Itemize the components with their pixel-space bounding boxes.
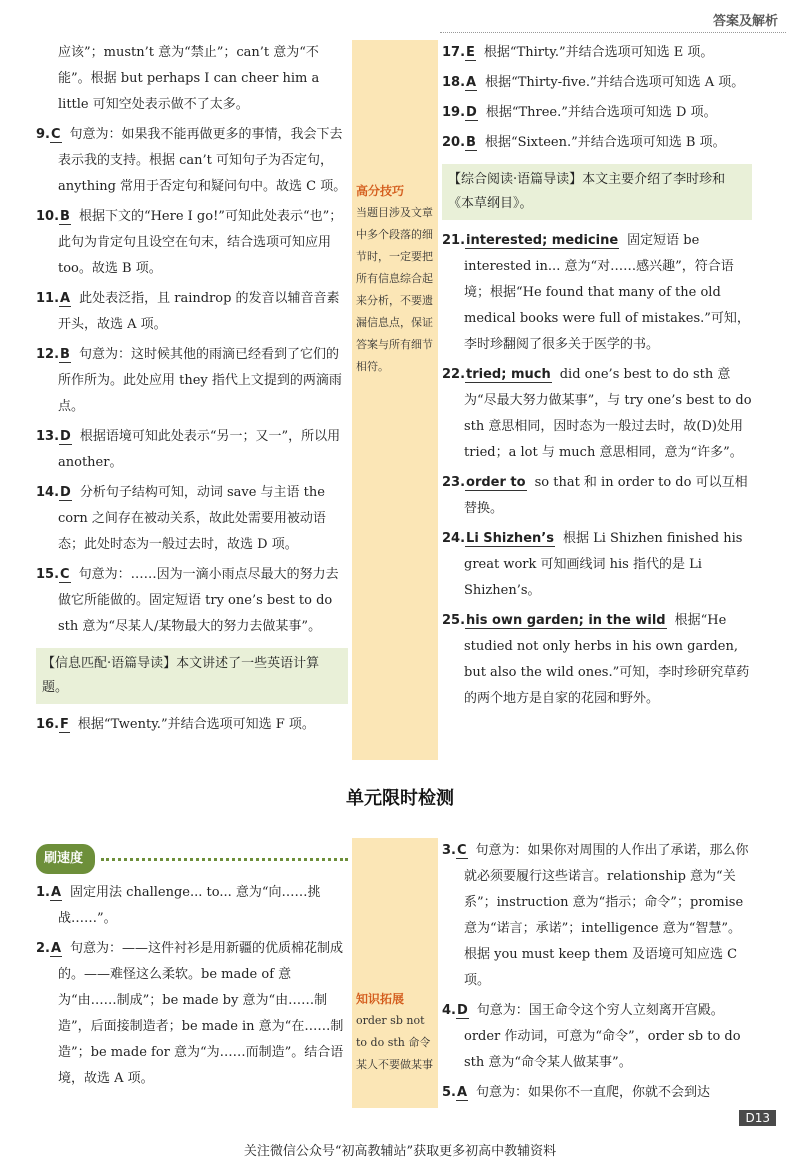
item-number: 20. xyxy=(442,135,466,150)
answer-item xyxy=(442,228,752,358)
left-items-after xyxy=(36,712,348,738)
guide-tag: 【综合阅读·语篇导读】 xyxy=(448,172,583,187)
item-answer: Li Shizhen’s xyxy=(466,531,554,546)
item-number: 12. xyxy=(36,347,60,362)
item-answer: B xyxy=(60,209,70,224)
item-number: 11. xyxy=(36,291,60,306)
item-number: 19. xyxy=(442,105,466,120)
item-number: 24. xyxy=(442,531,466,546)
right-items xyxy=(442,40,752,156)
answer-column-right xyxy=(442,40,752,716)
section-header: 答案及解析 xyxy=(712,14,778,29)
test-column-right xyxy=(442,838,752,1110)
answer-item xyxy=(36,562,348,640)
item-number: 16. xyxy=(36,717,60,732)
item-answer: A xyxy=(50,885,62,900)
item-answer: C xyxy=(60,567,70,582)
item-answer: interested; medicine xyxy=(466,233,619,248)
item-explanation: 根据语境可知此处表示“另一；又一”，所以用 another。 xyxy=(58,429,341,470)
item-answer: order to xyxy=(466,475,526,490)
item-answer: D xyxy=(466,105,477,120)
item-explanation: 句意为：国王命令这个穷人立刻离开宫殿。order 作动词，可意为“命令”，order sb to do sth 意为“命令某人做某事”。 xyxy=(464,1003,741,1070)
right-items-after xyxy=(442,228,752,712)
item-number: 1. xyxy=(36,885,50,900)
item-number: 25. xyxy=(442,613,466,628)
answer-item xyxy=(442,608,752,712)
item-number: 15. xyxy=(36,567,60,582)
item-answer: C xyxy=(456,843,467,858)
footer-notice: 关注微信公众号“初高教辅站”获取更多初高中教辅资料 xyxy=(243,1144,557,1159)
item-number: 23. xyxy=(442,475,466,490)
answer-item xyxy=(442,1080,752,1106)
item-answer: D xyxy=(60,429,71,444)
dotted-divider xyxy=(101,858,348,861)
item-number: 17. xyxy=(442,45,466,60)
item-explanation: 根据 Li Shizhen finished his great work 可知画线词 his 指代的是 Li Shizhen’s。 xyxy=(464,531,743,598)
item-explanation: 句意为：如果我不能再做更多的事情，我会下去表示我的支持。根据 can’t 可知句子为否定句，anything 常用于否定句和疑问句中。故选 C 项。 xyxy=(58,127,347,194)
item-explanation: 句意为：……因为一滴小雨点尽最大的努力去做它所能做的。固定短语 try one’s best to do sth 意为“尽某人/某物最大的努力去做某事”。 xyxy=(58,567,339,634)
item-answer: D xyxy=(60,485,71,500)
item-explanation: so that 和 in order to do 可以互相替换。 xyxy=(464,475,748,516)
item-explanation: 根据下文的“Here I go!”可知此处表示“也”；此句为肯定句且设空在句末，结合选项可知应用 too。故选 B 项。 xyxy=(58,209,343,276)
item-answer: A xyxy=(50,941,62,956)
item-explanation: did one’s best to do sth 意为“尽最大努力做某事”，与 try one’s best to do sth 意思相同，因时态为一般过去时，故(D)处用 tried；a lot 与 much 意思相同，意为“许多”。 xyxy=(464,367,752,460)
answer-item xyxy=(36,880,348,932)
answer-item xyxy=(442,130,752,156)
item-number: 18. xyxy=(442,75,466,90)
item-explanation: 根据“Thirty.”并结合选项可知选 E 项。 xyxy=(483,45,714,60)
item-number: 4. xyxy=(442,1003,456,1018)
answer-item xyxy=(36,204,348,282)
answer-column-left xyxy=(36,40,348,742)
tip-text: order sb not to do sth 命令某人不要做某事 xyxy=(356,1014,433,1071)
answer-item xyxy=(36,342,348,420)
item-number: 10. xyxy=(36,209,60,224)
test-right-items xyxy=(442,838,752,1106)
item-answer: tried; much xyxy=(466,367,551,382)
answer-item xyxy=(442,998,752,1076)
item-number: 14. xyxy=(36,485,60,500)
answer-item xyxy=(36,480,348,558)
tip-title: 知识拓展 xyxy=(356,992,405,1006)
item-explanation: 根据“He studied not only herbs in his own garden, but also the wild ones.”可知，李时珍研究草药的两个地方是自家的花园和野外。 xyxy=(464,613,750,706)
item-answer: A xyxy=(466,75,477,90)
answer-item xyxy=(36,936,348,1092)
item-explanation: 句意为：如果你对周围的人作出了承诺，那么你就必须要履行这些诺言。relationship 意为“关系”；instruction 意为“指示；命令”；promise 意为“诺言；承诺”；intelligence 意为“智慧”。根据 you must keep them 及语境可知应选 C 项。 xyxy=(464,843,749,988)
item-explanation: 句意为：这时候其他的雨滴已经看到了它们的所作所为。此处应用 they 指代上文提到的两滴雨点。 xyxy=(58,347,342,414)
guide-tag: 【信息匹配·语篇导读】 xyxy=(42,656,177,671)
item-explanation: 固定短语 be interested in... 意为“对……感兴趣”，符合语境；根据“He found that many of the old medical books were full of mistakes.”可知，李时珍翻阅了很多关于医学的书。 xyxy=(464,233,750,352)
header-divider xyxy=(440,32,786,33)
item-explanation: 句意为：如果你不一直爬，你就不会到达 xyxy=(476,1085,711,1100)
tip-sidebar xyxy=(352,40,438,760)
item-answer: E xyxy=(466,45,475,60)
item-answer: F xyxy=(60,717,69,732)
item-number: 21. xyxy=(442,233,466,248)
item-explanation: 句意为：——这件衬衫是用新疆的优质棉花制成的。——难怪这么柔软。be made of 意为“由……制成”；be made by 意为“由……制造”，后面接制造者；be made in 意为“在……制造”；be made for 意为“为……而制造”。结合语境，故选 A 项。 xyxy=(58,941,344,1086)
answer-item xyxy=(442,526,752,604)
item-answer: A xyxy=(60,291,71,306)
reading-guide xyxy=(36,648,348,704)
continued-text: 应该”；mustn’t 意为“禁止”；can’t 意为“不能”。根据 but perhaps I can cheer him a little 可知空处表示做不了太多。 xyxy=(58,45,320,112)
item-explanation: 分析句子结构可知，动词 save 与主语 the corn 之间存在被动关系，故此处需要用被动语态；此处时态为一般过去时，故选 D 项。 xyxy=(58,485,326,552)
tip-title: 高分技巧 xyxy=(356,184,405,198)
answer-item xyxy=(442,70,752,96)
test-left-items xyxy=(36,880,348,1092)
speed-banner xyxy=(36,844,348,874)
answer-item xyxy=(36,712,348,738)
answer-item xyxy=(36,286,348,338)
guide-text: 本文主要介绍了李时珍和《本草纲目》。 xyxy=(448,172,726,211)
item-answer: B xyxy=(466,135,476,150)
item-answer: his own garden; in the wild xyxy=(466,613,666,628)
test-column-left xyxy=(36,838,348,1096)
left-items xyxy=(36,122,348,640)
item-number: 22. xyxy=(442,367,466,382)
answer-item xyxy=(442,470,752,522)
answer-item xyxy=(36,122,348,200)
item-number: 13. xyxy=(36,429,60,444)
answer-item xyxy=(36,424,348,476)
answer-item xyxy=(442,362,752,466)
tip-box xyxy=(356,180,434,378)
item-explanation: 根据“Thirty-five.”并结合选项可知选 A 项。 xyxy=(485,75,745,90)
knowledge-sidebar xyxy=(352,838,438,1108)
answer-item xyxy=(442,100,752,126)
item-explanation: 根据“Sixteen.”并结合选项可知选 B 项。 xyxy=(484,135,726,150)
reading-guide xyxy=(442,164,752,220)
guide-text: 本文讲述了一些英语计算题。 xyxy=(42,656,320,695)
item-explanation: 根据“Twenty.”并结合选项可知选 F 项。 xyxy=(77,717,315,732)
item-number: 9. xyxy=(36,127,50,142)
answer-item xyxy=(442,40,752,66)
item-answer: C xyxy=(50,127,61,142)
answer-item xyxy=(442,838,752,994)
item-explanation: 根据“Three.”并结合选项可知选 D 项。 xyxy=(485,105,717,120)
item-number: 2. xyxy=(36,941,50,956)
item-explanation: 此处表泛指，且 raindrop 的发音以辅音音素开头，故选 A 项。 xyxy=(58,291,340,332)
page-number: D13 xyxy=(739,1110,776,1126)
tip-text: 当题目涉及文章中多个段落的细节时，一定要把所有信息综合起来分析，不要遗漏信息点，保证答案与所有细节相符。 xyxy=(356,206,433,373)
section-title: 单元限时检测 xyxy=(346,788,454,809)
item-number: 5. xyxy=(442,1085,456,1100)
item-number: 3. xyxy=(442,843,456,858)
item-answer: A xyxy=(456,1085,468,1100)
tip-box xyxy=(356,988,434,1076)
speed-badge: 刷速度 xyxy=(36,844,95,874)
item-answer: B xyxy=(60,347,70,362)
item-answer: D xyxy=(456,1003,468,1018)
item-explanation: 固定用法 challenge... to... 意为“向……挑战……”。 xyxy=(58,885,321,926)
